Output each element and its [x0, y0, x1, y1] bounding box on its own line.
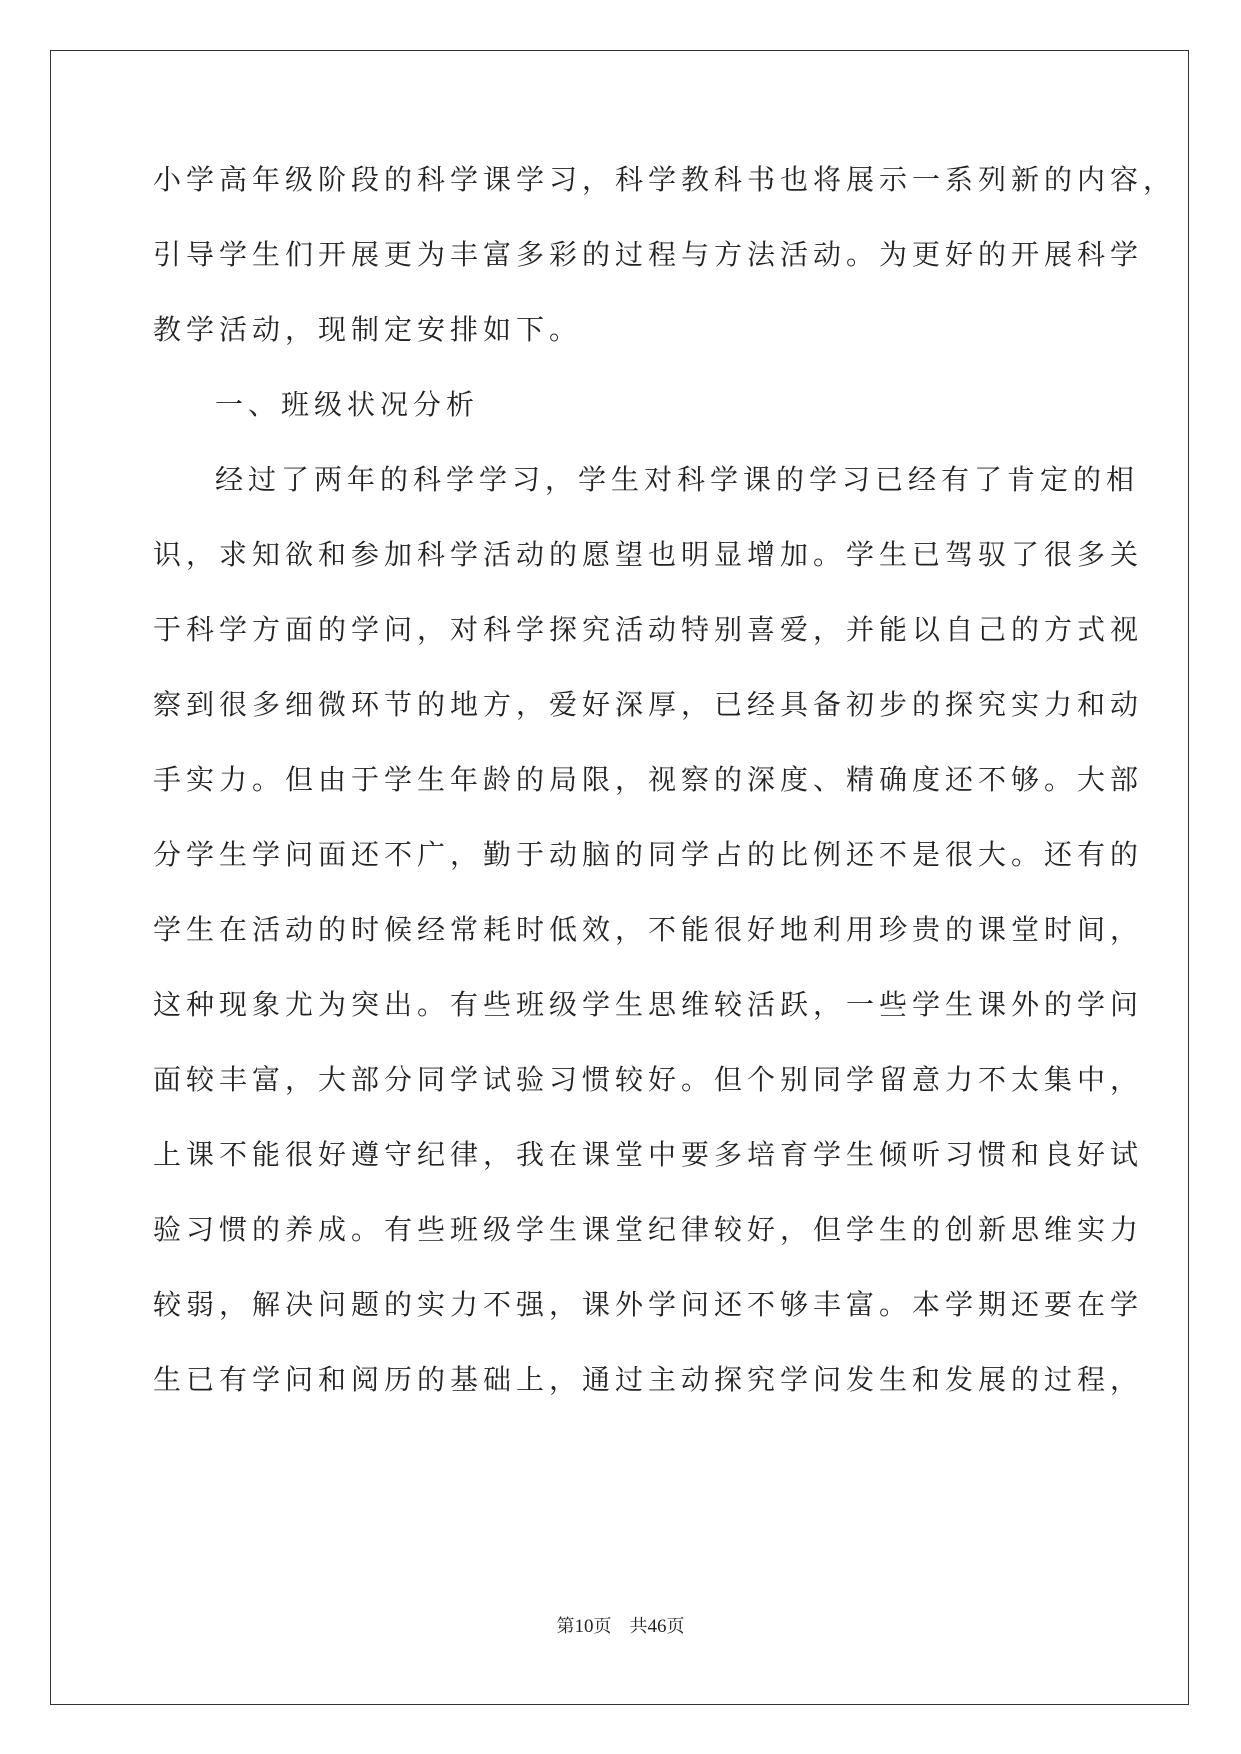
text-line: 上课不能很好遵守纪律，我在课堂中要多培育学生倾听习惯和良好试: [153, 1138, 1144, 1171]
text-line: 小学高年级阶段的科学课学习，科学教科书也将展示一系列新的内容，: [153, 163, 1177, 196]
text-line: 验习惯的养成。有些班级学生课堂纪律较好，但学生的创新思维实力: [153, 1213, 1144, 1246]
page-number: 10: [574, 1616, 594, 1637]
text-line: 手实力。但由于学生年龄的局限，视察的深度、精确度还不够。大部: [153, 763, 1144, 796]
text-line: 生已有学问和阅历的基础上，通过主动探究学问发生和发展的过程，: [153, 1363, 1144, 1396]
text-line: 教学活动，现制定安排如下。: [153, 313, 583, 346]
page-prefix: 第: [556, 1616, 575, 1637]
text-line: 较弱，解决问题的实力不强，课外学问还不够丰富。本学期还要在学: [153, 1288, 1144, 1321]
total-prefix: 共: [629, 1616, 648, 1637]
text-line: 识，求知欲和参加科学活动的愿望也明显增加。学生已驾驭了很多关: [153, 538, 1144, 571]
page-suffix: 页: [593, 1616, 612, 1637]
text-line: 引导学生们开展更为丰富多彩的过程与方法活动。为更好的开展科学: [153, 238, 1144, 271]
text-line: 面较丰富，大部分同学试验习惯较好。但个别同学留意力不太集中，: [153, 1063, 1144, 1096]
total-pages: 46: [647, 1616, 667, 1637]
text-line: 察到很多细微环节的地方，爱好深厚，已经具备初步的探究实力和动: [153, 688, 1144, 721]
section-heading: 一、班级状况分析: [215, 388, 480, 421]
text-line: 经过了两年的科学学习，学生对科学课的学习已经有了肯定的相: [215, 463, 1140, 496]
text-line: 学生在活动的时候经常耗时低效，不能很好地利用珍贵的课堂时间，: [153, 913, 1144, 946]
text-line: 分学生学问面还不广，勤于动脑的同学占的比例还不是很大。还有的: [153, 838, 1144, 871]
total-suffix: 页: [666, 1616, 685, 1637]
document-body: [153, 152, 1177, 1427]
page-footer: [0, 1612, 1241, 1638]
text-line: 于科学方面的学问，对科学探究活动特别喜爱，并能以自己的方式视: [153, 613, 1144, 646]
text-line: 这种现象尤为突出。有些班级学生思维较活跃，一些学生课外的学问: [153, 988, 1144, 1021]
